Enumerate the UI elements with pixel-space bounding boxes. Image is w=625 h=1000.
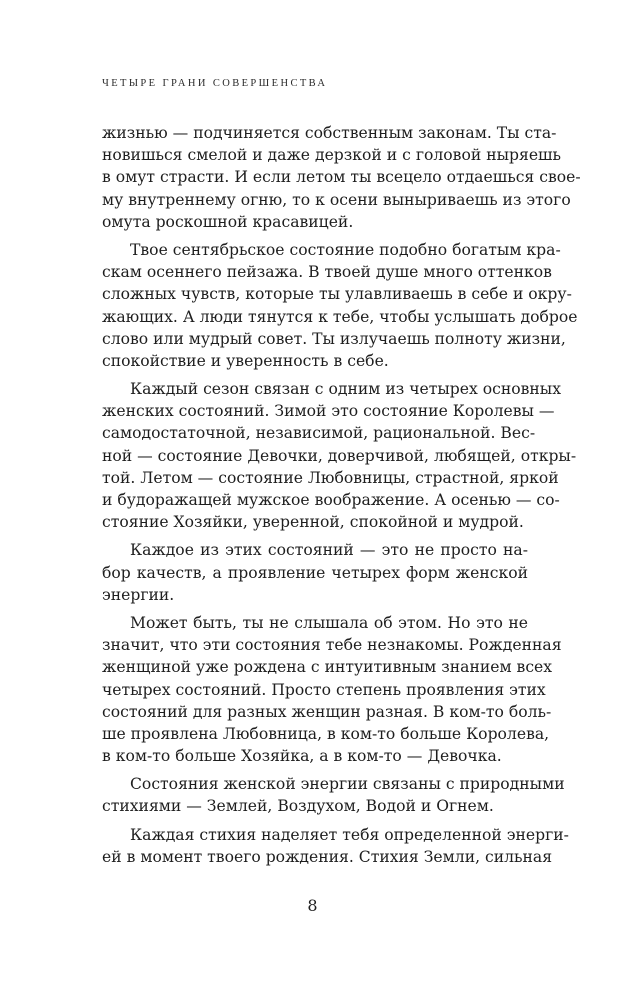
text-line: сложных чувств, которые ты улавливаешь в себе и окру- xyxy=(102,285,572,304)
page-number: 8 xyxy=(307,896,318,915)
text-line: в ком-то больше Хозяйка, а в ком-то — Девочка. xyxy=(102,747,502,766)
text-line: четырех состояний. Просто степень проявления этих xyxy=(102,680,546,699)
text-line: женщиной уже рождена с интуитивным знанием всех xyxy=(102,658,553,677)
paragraph xyxy=(102,539,528,606)
text-line: спокойствие и уверенность в себе. xyxy=(102,351,389,370)
text-line: Каждая стихия наделяет тебя определенной энерги- xyxy=(130,825,569,844)
paragraph xyxy=(102,612,562,767)
text-line: новишься смелой и даже дерзкой и с головой ныряешь xyxy=(102,146,562,165)
text-line: жизнью — подчиняется собственным законам. Ты ста- xyxy=(102,124,557,142)
text-line: самодостаточной, независимой, рациональной. Вес- xyxy=(102,424,536,443)
text-line: Каждое из этих состояний — это не просто на- xyxy=(130,541,528,560)
text-line: Состояния женской энергии связаны с природными xyxy=(130,775,565,794)
paragraph xyxy=(102,824,569,868)
text-line: ной — состояние Девочки, доверчивой, любящей, откры- xyxy=(102,446,577,465)
text-line: стояние Хозяйки, уверенной, спокойной и мудрой. xyxy=(102,513,524,532)
paragraph xyxy=(102,122,581,233)
text-body xyxy=(102,122,581,868)
text-line: в омут страсти. И если летом ты всецело отдаешься свое- xyxy=(102,168,581,187)
text-line: значит, что эти состояния тебе незнакомы. Рожденная xyxy=(102,636,562,655)
text-line: энергии. xyxy=(102,585,175,604)
text-line: той. Летом — состояние Любовницы, страстной, яркой xyxy=(102,468,559,487)
text-line: слово или мудрый совет. Ты излучаешь полноту жизни, xyxy=(102,329,566,348)
text-line: стихиями — Землей, Воздухом, Водой и Огнем. xyxy=(102,797,494,816)
running-header: ЧЕТЫРЕ ГРАНИ СОВЕРШЕНСТВА xyxy=(102,78,328,89)
text-line: Каждый сезон связан с одним из четырех основных xyxy=(130,380,562,399)
text-line: му внутреннему огню, то к осени выныриваешь из этого xyxy=(102,190,571,209)
paragraph xyxy=(102,378,577,533)
text-line: бор качеств, а проявление четырех форм женской xyxy=(102,563,528,582)
text-line: ше проявлена Любовница, в ком-то больше Королева, xyxy=(102,724,550,743)
text-line: женских состояний. Зимой это состояние Королевы — xyxy=(102,402,555,421)
text-line: омута роскошной красавицей. xyxy=(102,212,354,231)
paragraph xyxy=(102,773,565,817)
text-line: Твое сентябрьское состояние подобно богатым кра- xyxy=(130,240,561,259)
text-line: ей в момент твоего рождения. Стихия Земли, сильная xyxy=(102,847,553,866)
text-line: жающих. А люди тянутся к тебе, чтобы услышать доброе xyxy=(102,307,578,326)
paragraph xyxy=(102,239,578,372)
text-line: Может быть, ты не слышала об этом. Но это не xyxy=(130,613,528,632)
text-line: и будоражащей мужское воображение. А осенью — со- xyxy=(102,491,560,509)
text-line: состояний для разных женщин разная. В ком-то боль- xyxy=(102,702,552,721)
text-line: скам осеннего пейзажа. В твоей душе много оттенков xyxy=(102,263,552,282)
